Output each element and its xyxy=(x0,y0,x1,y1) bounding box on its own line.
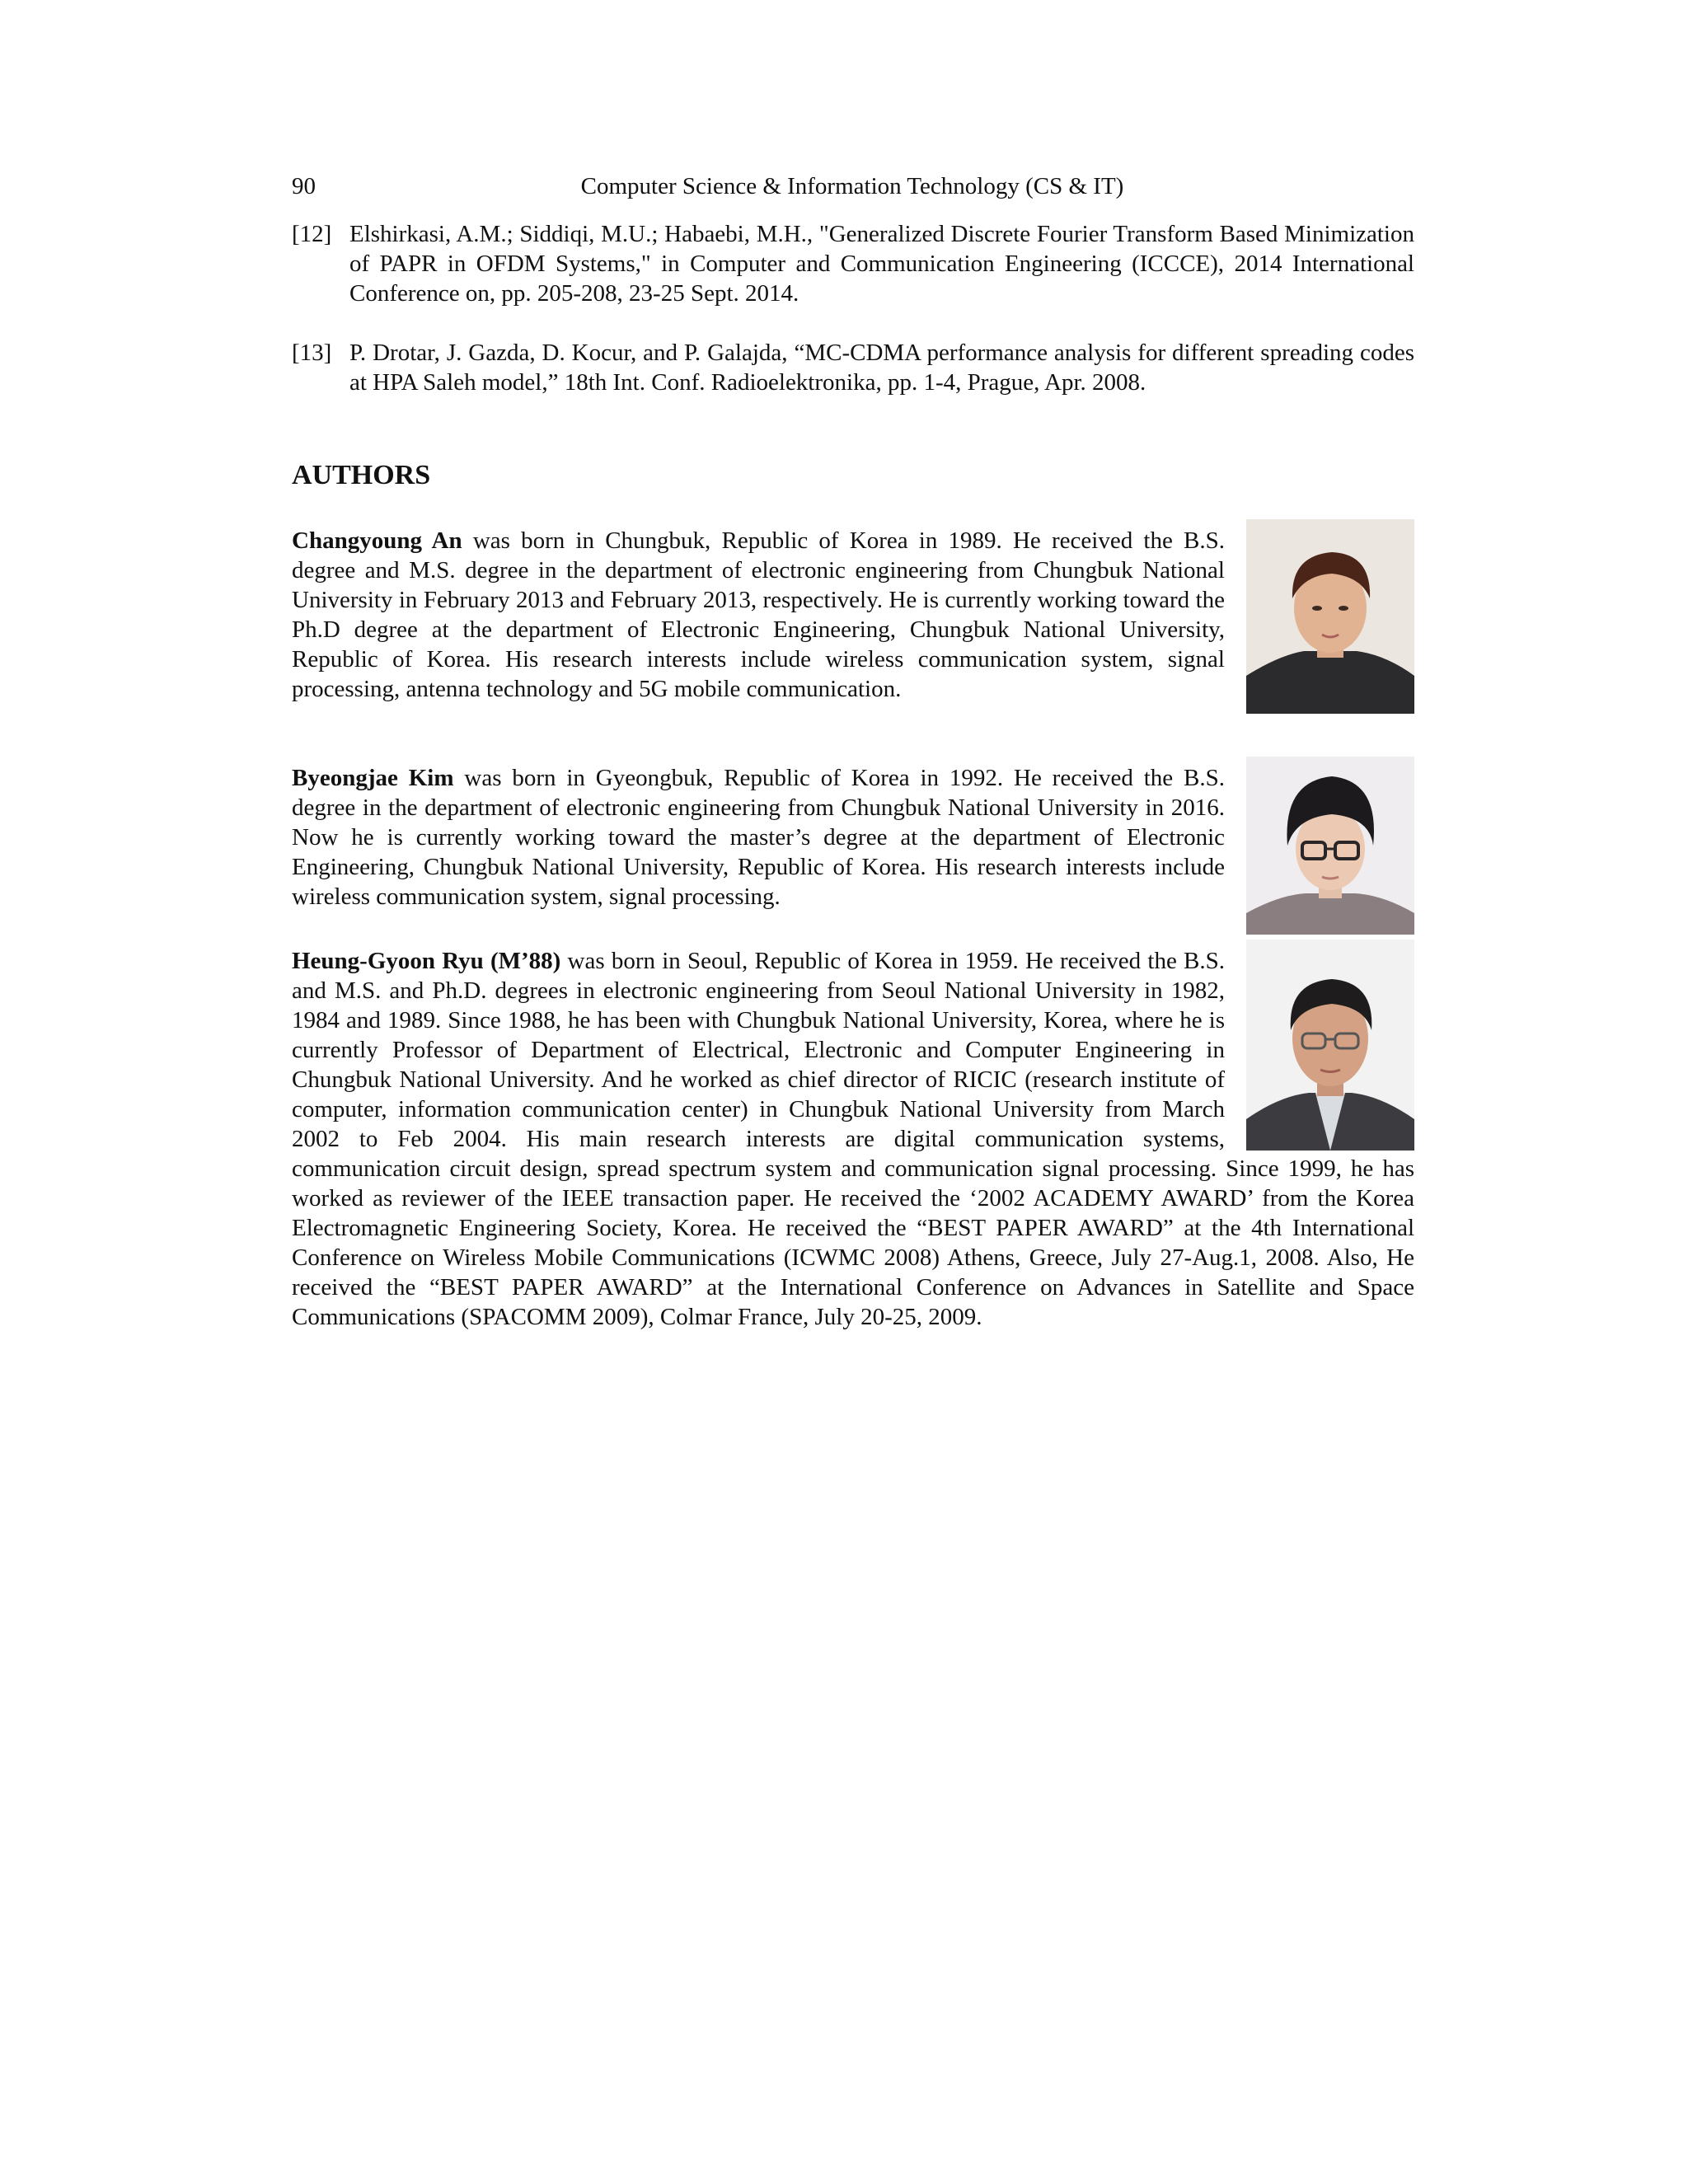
author-bio-text: was born in Gyeongbuk, Republic of Korea in 1992. He received the B.S. degree in the department of electronic engineering from Chungbuk National University in 2016. Now he is currently working toward the master’s degree at the department of Electronic Engineering, Chungbuk National University, Republic of Korea. His research interests include wireless communication system, signal processing. xyxy=(292,765,1225,910)
reference-label: [12] xyxy=(292,221,332,247)
author-photo xyxy=(1246,940,1414,1151)
reference-item xyxy=(292,219,1414,308)
author-photo xyxy=(1246,757,1414,935)
running-title: Computer Science & Information Technology (CS & IT) xyxy=(580,173,1124,199)
author-bio-text: was born in Chungbuk, Republic of Korea in 1989. He received the B.S. degree and M.S. degree in the department of electronic engineering from Chungbuk National University in February 2013 and February 2013, respectively. He is currently working toward the Ph.D degree at the department of Electronic Engineering, Chungbuk National University, Republic of Korea. His research interests include wireless communication system, signal processing, antenna technology and 5G mobile communication. xyxy=(292,527,1225,702)
section-heading-authors: AUTHORS xyxy=(292,460,431,490)
reference-item xyxy=(292,338,1414,397)
author-name: Byeongjae Kim xyxy=(292,765,454,791)
author-bio xyxy=(292,946,1414,1332)
author-bio xyxy=(292,526,1414,714)
reference-text: Elshirkasi, A.M.; Siddiqi, M.U.; Habaebi, M.H., "Generalized Discrete Fourier Transform Based Minimization of PAPR in OFDM Systems," in Computer and Communication Engineering (ICCCE), 2014 International Conference on, pp. 205-208, 23-25 Sept. 2014. xyxy=(349,221,1414,307)
author-name: Changyoung An xyxy=(292,527,462,554)
page-header xyxy=(292,173,1413,206)
author-name: Heung-Gyoon Ryu (M’88) xyxy=(292,948,561,974)
reference-label: [13] xyxy=(292,340,332,366)
author-photo xyxy=(1246,519,1414,714)
page-number: 90 xyxy=(292,173,316,199)
author-bio-text: was born in Seoul, Republic of Korea in 1959. He received the B.S. and M.S. and Ph.D. degrees in electronic engineering from Seoul National University in 1982, 1984 and 1989. Since 1988, he has been with Chungbuk National University, Korea, where he is currently Professor of Department of Electrical, Electronic and Computer Engineering in Chungbuk National University. And he worked as chief director of RICIC (research institute of computer, information communication center) in Chungbuk National University from March 2002 to Feb 2004. His main research interests are digital communication systems, communication circuit design, spread spectrum system and communication signal processing. Since 1999, he has worked as reviewer of the IEEE transaction paper. He received the ‘2002 ACADEMY AWARD’ from the Korea Electromagnetic Engineering Society, Korea. He received the “BEST PAPER AWARD” at the 4th International Conference on Wireless Mobile Communications (ICWMC 2008) Athens, Greece, July 27-Aug.1, 2008. Also, He received the “BEST PAPER AWARD” at the International Conference on Advances in Satellite and Space Communications (SPACOMM 2009), Colmar France, July 20-25, 2009. xyxy=(292,948,1414,1330)
author-bio xyxy=(292,763,1414,935)
reference-text: P. Drotar, J. Gazda, D. Kocur, and P. Galajda, “MC-CDMA performance analysis for different spreading codes at HPA Saleh model,” 18th Int. Conf. Radioelektronika, pp. 1-4, Prague, Apr. 2008. xyxy=(349,340,1414,396)
